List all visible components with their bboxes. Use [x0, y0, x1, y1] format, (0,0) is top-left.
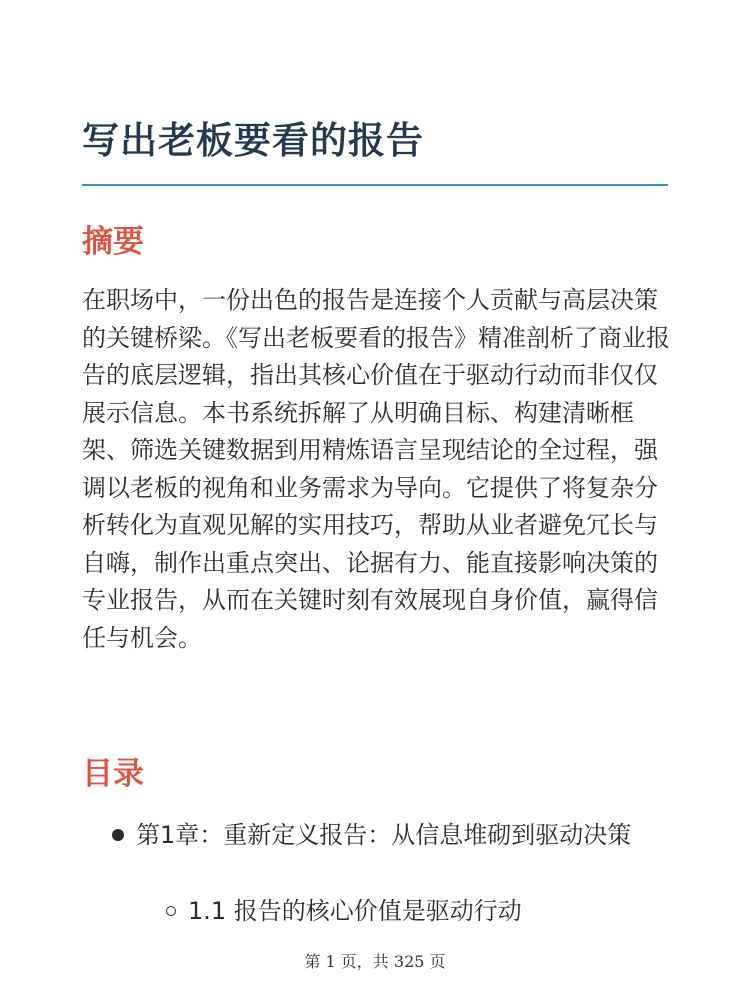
- toc-heading: 目录: [82, 756, 144, 792]
- hollow-bullet-icon: [166, 906, 176, 916]
- toc-list: [82, 818, 668, 852]
- title-divider: [82, 184, 668, 186]
- document-title: 写出老板要看的报告: [82, 119, 424, 162]
- toc-section-item[interactable]: [82, 894, 668, 928]
- toc-chapter-item[interactable]: [82, 818, 668, 852]
- bullet-icon: [112, 829, 124, 841]
- page-number-footer: 第 1 页，共 325 页: [304, 952, 446, 971]
- toc-chapter-label: 第1章：重新定义报告：从信息堆砌到驱动决策: [136, 821, 632, 849]
- abstract-paragraph: 在职场中，一份出色的报告是连接个人贡献与高层决策的关键桥梁。《写出老板要看的报告》精准剖析了商业报告的底层逻辑，指出其核心价值在于驱动行动而非仅仅展示信息。本书系统拆解了从明确目标、构建清晰框架、筛选关键数据到用精炼语言呈现结论的全过程，强调以老板的视角和业务需求为导向。它提供了将复杂分析转化为直观见解的实用技巧，帮助从业者避免冗长与自嗨，制作出重点突出、论据有力、能直接影响决策的专业报告，从而在关键时刻有效展现自身价值，赢得信任与机会。: [82, 286, 670, 652]
- toc-section-label: 1.1 报告的核心价值是驱动行动: [188, 897, 522, 925]
- abstract-heading: 摘要: [82, 224, 144, 260]
